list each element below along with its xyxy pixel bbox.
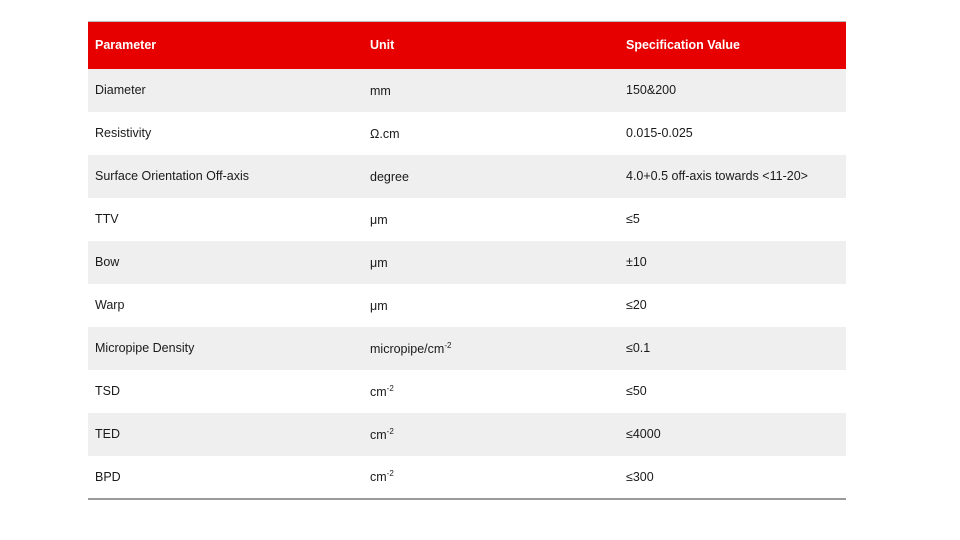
table-row (88, 370, 846, 413)
table-row (88, 198, 846, 241)
cell-value: 150&200 (626, 83, 677, 97)
cell-unit (363, 241, 619, 284)
header-parameter: Parameter (95, 38, 157, 53)
cell-parameter: TED (95, 427, 120, 441)
table-row (88, 69, 846, 112)
cell-value: ≤20 (626, 298, 647, 312)
table-row (88, 241, 846, 284)
cell-value: ≤5 (626, 212, 640, 226)
table-row (88, 155, 846, 198)
header-row (88, 22, 846, 69)
unit-text: mm (370, 83, 391, 98)
unit-text: cm (370, 427, 387, 442)
cell-parameter: BPD (95, 469, 121, 484)
unit-text: μm (370, 255, 388, 270)
cell-parameter: TTV (95, 212, 119, 226)
unit-exponent: -2 (444, 340, 452, 350)
table-body (88, 69, 846, 499)
cell-unit (363, 413, 619, 456)
unit-text: micropipe/cm (370, 341, 445, 356)
cell-value: ≤0.1 (626, 341, 651, 355)
cell-value: ≤300 (626, 469, 654, 484)
cell-value: ±10 (626, 255, 647, 269)
unit-text: degree (370, 169, 409, 184)
table-row (88, 327, 846, 370)
cell-unit (363, 198, 619, 241)
table-header (88, 22, 846, 69)
unit-exponent: -2 (386, 426, 394, 436)
cell-parameter: Surface Orientation Off-axis (95, 169, 250, 183)
cell-parameter: Bow (95, 255, 120, 269)
cell-unit (363, 284, 619, 327)
unit-exponent: -2 (386, 383, 394, 393)
cell-parameter: TSD (95, 384, 120, 398)
table-row (88, 284, 846, 327)
cell-value: 4.0+0.5 off-axis towards <11-20> (626, 169, 808, 183)
table-row (88, 456, 846, 499)
cell-parameter: Warp (95, 298, 125, 312)
unit-text: μm (370, 298, 388, 313)
header-unit: Unit (370, 38, 395, 53)
unit-text: cm (370, 384, 387, 399)
cell-unit (363, 69, 619, 112)
cell-unit (363, 456, 619, 499)
cell-value: 0.015-0.025 (626, 126, 693, 140)
cell-parameter: Micropipe Density (95, 341, 195, 355)
unit-text: μm (370, 212, 388, 227)
header-spec-value: Specification Value (626, 38, 740, 53)
cell-value: ≤50 (626, 384, 647, 398)
spec-table (88, 21, 846, 500)
cell-unit (363, 327, 619, 370)
cell-unit (363, 155, 619, 198)
unit-exponent: -2 (386, 469, 394, 478)
cell-value: ≤4000 (626, 427, 661, 441)
cell-parameter: Resistivity (95, 126, 152, 140)
unit-text: Ω.cm (370, 126, 400, 141)
unit-text: cm (370, 470, 387, 484)
cell-unit (363, 370, 619, 413)
table-row (88, 112, 846, 155)
cell-unit (363, 112, 619, 155)
cell-parameter: Diameter (95, 83, 146, 97)
table-row (88, 413, 846, 456)
